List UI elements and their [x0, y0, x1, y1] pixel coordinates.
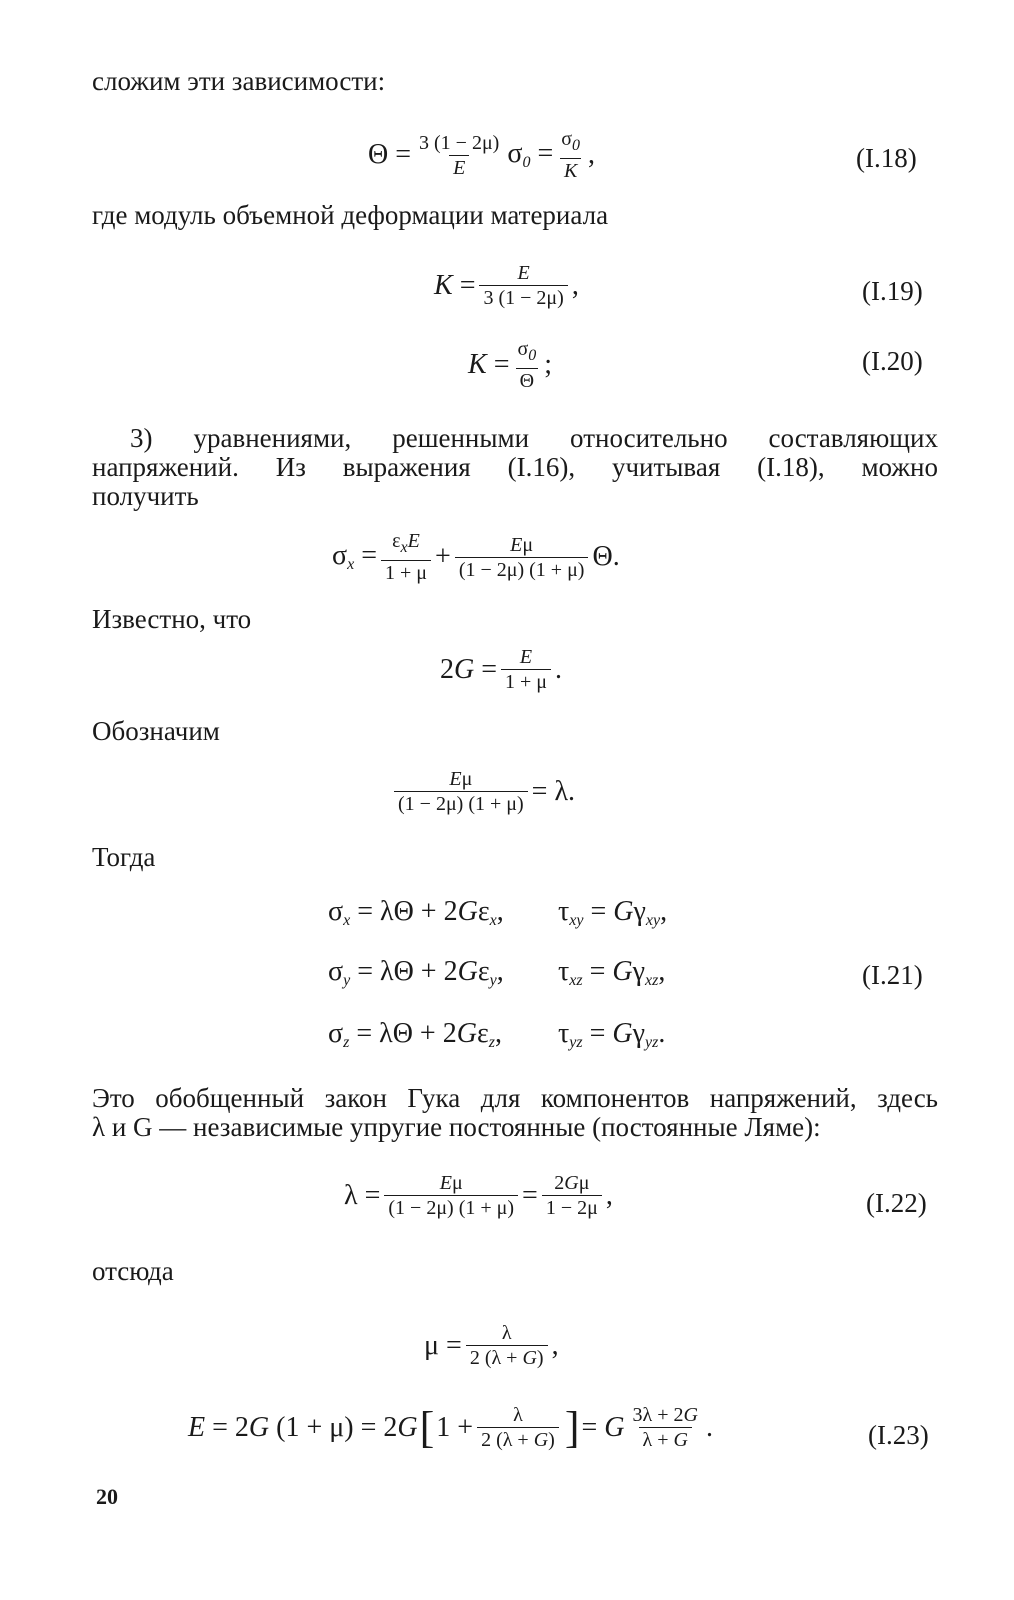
equation-k-modulus: K = $\frac{E}{3 (1 - 2\mu)}$ ,	[434, 262, 579, 309]
text-line: Известно, что	[92, 604, 252, 634]
paragraph-line: напряжений. Из выражения (I.16), учитывая (I.18), можно	[92, 452, 938, 482]
text-line: где модуль объемной деформации материала	[92, 200, 609, 230]
paragraph-line: λ и G — независимые упругие постоянные (постоянные Ляме):	[92, 1112, 821, 1142]
page-number: 20	[96, 1484, 118, 1509]
text-line: отсюда	[92, 1256, 174, 1286]
equation-theta: Θ = $\frac{3 (1 - 2\mu)}{E}$ $\sigma_0$ = $\frac{\sigma_0}{K}$ ,	[368, 128, 596, 182]
paragraph	[92, 424, 938, 511]
equation-sigma-y-hooke: $\sigma_y = \lambda\Theta + 2G\varepsilon_y$, $\tau_{xz} = G\gamma_{xz}$,	[328, 956, 666, 989]
equation-lambda-def: $\frac{E\mu}{(1 - 2\mu) (1 + \mu)}$ = λ.	[390, 768, 575, 815]
text-line: сложим эти зависимости:	[92, 66, 386, 96]
equation-e-modulus: E = 2G (1 + μ) = 2G [ 1 + $\frac{\lambda}{2 (\lambda + G)}$ ] = G $\frac{3\lambda + 2G}{\lambda + G}$ .	[188, 1402, 713, 1452]
text-line: Обозначим	[92, 716, 220, 746]
paragraph-line: Это обобщенный закон Гука для компонентов напряжений, здесь	[92, 1083, 938, 1113]
equation-number: (I.19)	[862, 276, 923, 306]
text-line: Тогда	[92, 842, 156, 872]
equation-sigma-x: $\sigma_x$ = $\frac{\varepsilon_xE}{1 + \mu}$ + $\frac{E\mu}{(1 - 2\mu) (1 + \mu)}$ Θ.	[332, 530, 620, 584]
equation-number: (I.21)	[862, 960, 923, 990]
equation-sigma-z-hooke: $\sigma_z = \lambda\Theta + 2G\varepsilon_z$, $\tau_{yz} = G\gamma_{yz}$.	[328, 1018, 666, 1051]
equation-2g: 2G = $\frac{E}{1 + \mu}$ .	[440, 646, 563, 693]
paragraph	[92, 1084, 938, 1142]
equation-number: (I.23)	[868, 1420, 929, 1450]
equation-lambda: λ = $\frac{E\mu}{(1 - 2\mu) (1 + \mu)}$ = $\frac{2G\mu}{1 - 2\mu}$ ,	[344, 1172, 613, 1219]
equation-number: (I.20)	[862, 346, 923, 376]
equation-number: (I.18)	[856, 143, 917, 173]
equation-mu: μ = $\frac{\lambda}{2 (\lambda + G)}$ ,	[424, 1322, 559, 1369]
equation-number: (I.22)	[866, 1188, 927, 1218]
equation-sigma-x-hooke: $\sigma_x = \lambda\Theta + 2G\varepsilon_x$, $\tau_{xy} = G\gamma_{xy}$,	[328, 896, 668, 929]
equation-k-ratio: K = $\frac{\sigma_0}{\Theta}$ ;	[468, 338, 553, 392]
paragraph-line: 3) уравнениями, решенными относительно составляющих	[130, 423, 938, 453]
paragraph-line: получить	[92, 481, 199, 511]
